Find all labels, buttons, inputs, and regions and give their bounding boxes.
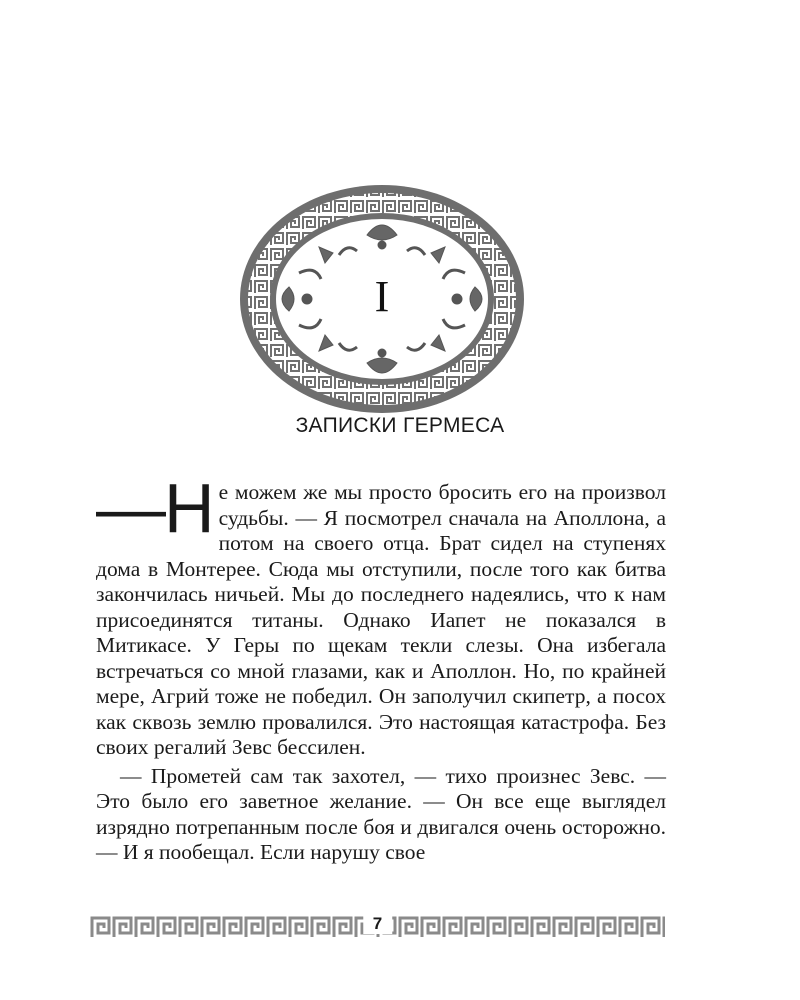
paragraph-1-text: е можем же мы просто бросить его на произвол судьбы. — Я посмотрел сначала на Аполлона, а потом на своего отца. Брат сидел на ступенях дома в Монтерее. Сюда мы отступили, после того как битва закончилась ничьей. Мы до последнего надеялись, что к нам присоединятся титаны. Однако Иапет не показался в Митикасе. У Геры по щекам текли слезы. Она избегала встречаться со мной глазами, как и Аполлон. Но, по крайней мере, Агрий тоже не победил. Он заполучил скипетр, а посох как сквозь землю провалился. Это настоящая катастрофа. Без своих регалий Зевс бессилен. — [96, 480, 666, 759]
body-text — [96, 469, 666, 866]
page-number: 7 — [363, 914, 392, 934]
page-footer — [90, 912, 665, 942]
chapter-emblem — [237, 183, 527, 415]
chapter-title: ЗАПИСКИ ГЕРМЕСА — [295, 414, 505, 437]
paragraph-2: — Прометей сам так захотел, — тихо произнес Зевс. — Это было его заветное желание. — Он все еще выглядел изрядно потрепанным после боя и двигался очень осторожно. — И я пообещал. Если нарушу свое — [96, 763, 666, 864]
paragraph-1 — [96, 469, 666, 761]
chapter-numeral: I — [374, 272, 390, 321]
drop-cap: —Н — [96, 469, 215, 547]
